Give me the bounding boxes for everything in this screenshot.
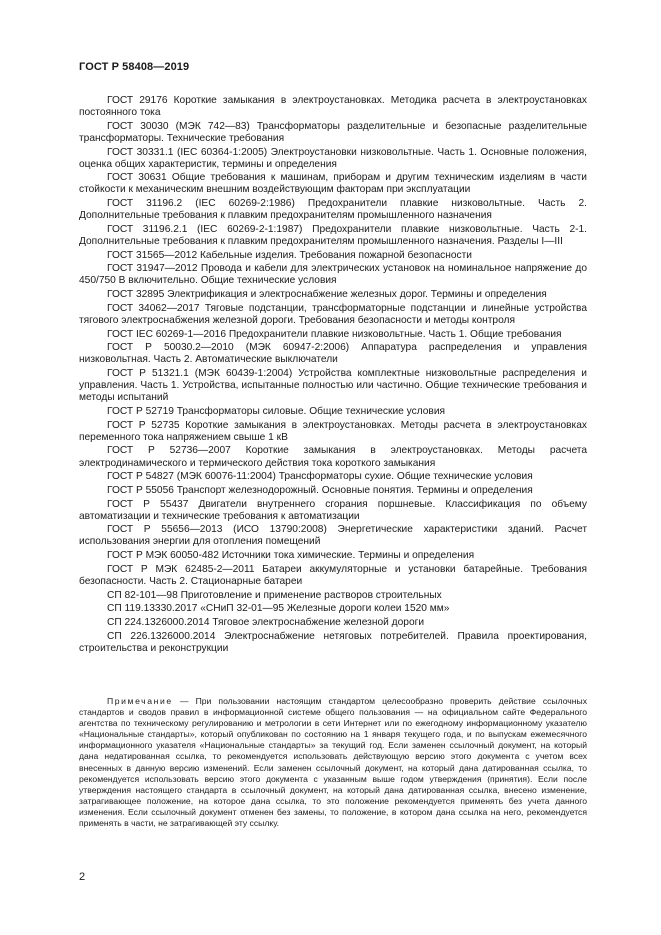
reference-item: ГОСТ 30331.1 (IEC 60364-1:2005) Электроустановки низковольтные. Часть 1. Основные положения, оценка общих характеристик, термины и определения	[79, 146, 587, 170]
reference-item: ГОСТ 31196.2.1 (IEC 60269-2-1:1987) Предохранители плавкие низковольтные. Часть 2-1. Дополнительные требования к плавким предохранителям промышленного назначения. Разделы I—III	[79, 223, 587, 247]
normative-references-list	[79, 95, 587, 656]
reference-item: ГОСТ Р 52735 Короткие замыкания в электроустановках. Методы расчета в электроустановках переменного тока напряжением свыше 1 кВ	[79, 419, 587, 443]
reference-item: ГОСТ Р МЭК 62485-2—2011 Батареи аккумуляторные и установки батарейные. Требования безопасности. Часть 2. Стационарные батареи	[79, 563, 587, 587]
reference-item: ГОСТ Р 55656—2013 (ИСО 13790:2008) Энергетические характеристики зданий. Расчет использования энергии для отопления помещений	[79, 524, 587, 548]
reference-item: СП 82-101—98 Приготовление и применение растворов строительных	[107, 589, 442, 601]
reference-item: СП 224.1326000.2014 Тяговое электроснабжение железной дороги	[107, 617, 425, 628]
note-label: Примечание	[107, 696, 173, 706]
reference-item: ГОСТ Р 52736—2007 Короткие замыкания в электроустановках. Методы расчета электродинамического и термического действия тока короткого замыкания	[79, 445, 587, 469]
page-number: 2	[79, 871, 86, 883]
reference-item: ГОСТ Р 50030.2—2010 (МЭК 60947-2:2006) Аппаратура распределения и управления низковольтная. Часть 2. Автоматические выключатели	[79, 342, 587, 366]
reference-item: ГОСТ 34062—2017 Тяговые подстанции, трансформаторные подстанции и линейные устройства тягового электроснабжения железной дороги. Требования безопасности и методы контроля	[79, 302, 587, 326]
note-text: — При пользовании настоящим стандартом целесообразно проверить действие ссылочных стандартов и сводов правил в информационной системе общего пользования — на официальном сайте Федерального агентства по техническому регулированию и метрологии в сети Интернет или по ежегодному информационному указателю «Национальные стандарты», который опубликован по состоянию на 1 января текущего года, и по выпускам ежемесячного информационного указателя «Национальные стандарты» за текущий год. Если заменен ссылочный документ, на который дана недатированная ссылка, то рекомендуется использовать действующую версию этого документа с учетом всех внесенных в данную версию изменений. Если заменен ссылочный документ, на который дана датированная ссылка, то рекомендуется использовать версию этого документа с указанным выше годом утверждения (принятия). Если после утверждения настоящего стандарта в ссылочный документ, на который дана датированная ссылка, внесено изменение, затрагивающее положение, на которое дана ссылка, то это положение рекомендуется применять без учета данного изменения. Если ссылочный документ отменен без замены, то положение, в котором дана ссылка на него, рекомендуется применять в части, не затрагивающей эту ссылку.	[79, 696, 587, 829]
reference-item: СП 226.1326000.2014 Электроснабжение нетяговых потребителей. Правила проектирования, строительства и реконструкции	[79, 630, 587, 654]
reference-item: ГОСТ Р 55056 Транспорт железнодорожный. Основные понятия. Термины и определения	[107, 484, 533, 496]
reference-item: ГОСТ Р МЭК 60050-482 Источники тока химические. Термины и определения	[107, 550, 475, 562]
reference-item: ГОСТ Р 55437 Двигатели внутреннего сгорания поршневые. Классификация по объему автоматизации и технические требования к автоматизации	[79, 498, 587, 522]
reference-item: СП 119.13330.2017 «СНиП 32-01—95 Железные дороги колеи 1520 мм»	[107, 603, 450, 615]
reference-item: ГОСТ 31565—2012 Кабельные изделия. Требования пожарной безопасности	[107, 249, 472, 261]
reference-item: ГОСТ 30631 Общие требования к машинам, приборам и другим техническим изделиям в части стойкости к механическим внешним воздействующим факторам при эксплуатации	[79, 172, 587, 196]
document-header: ГОСТ Р 58408—2019	[79, 61, 190, 73]
note-block	[79, 696, 587, 829]
reference-item: ГОСТ IEC 60269-1—2016 Предохранители плавкие низковольтные. Часть 1. Общие требования	[107, 328, 562, 340]
reference-item: ГОСТ 32895 Электрификация и электроснабжение железных дорог. Термины и определения	[107, 289, 547, 301]
reference-item: ГОСТ 31947—2012 Провода и кабели для электрических установок на номинальное напряжение до 450/750 В включительно. Общие технические условия	[79, 263, 587, 287]
reference-item: ГОСТ 29176 Короткие замыкания в электроустановках. Методика расчета в электроустановках постоянного тока	[79, 95, 587, 119]
reference-item: ГОСТ Р 54827 (МЭК 60076-11:2004) Трансформаторы сухие. Общие технические условия	[107, 471, 533, 483]
reference-item: ГОСТ 31196.2 (IEC 60269-2:1986) Предохранители плавкие низковольтные. Часть 2. Дополнительные требования к плавким предохранителям промышленного назначения	[79, 198, 587, 222]
note-paragraph	[79, 696, 587, 829]
reference-item: ГОСТ Р 52719 Трансформаторы силовые. Общие технические условия	[107, 405, 446, 417]
reference-item: ГОСТ Р 51321.1 (МЭК 60439-1:2004) Устройства комплектные низковольтные распределения и управления. Часть 1. Устройства, испытанные полностью или частично. Общие технические требования и методы испытаний	[79, 368, 587, 404]
reference-item: ГОСТ 30030 (МЭК 742—83) Трансформаторы разделительные и безопасные разделительные трансформаторы. Технические требования	[79, 120, 587, 144]
